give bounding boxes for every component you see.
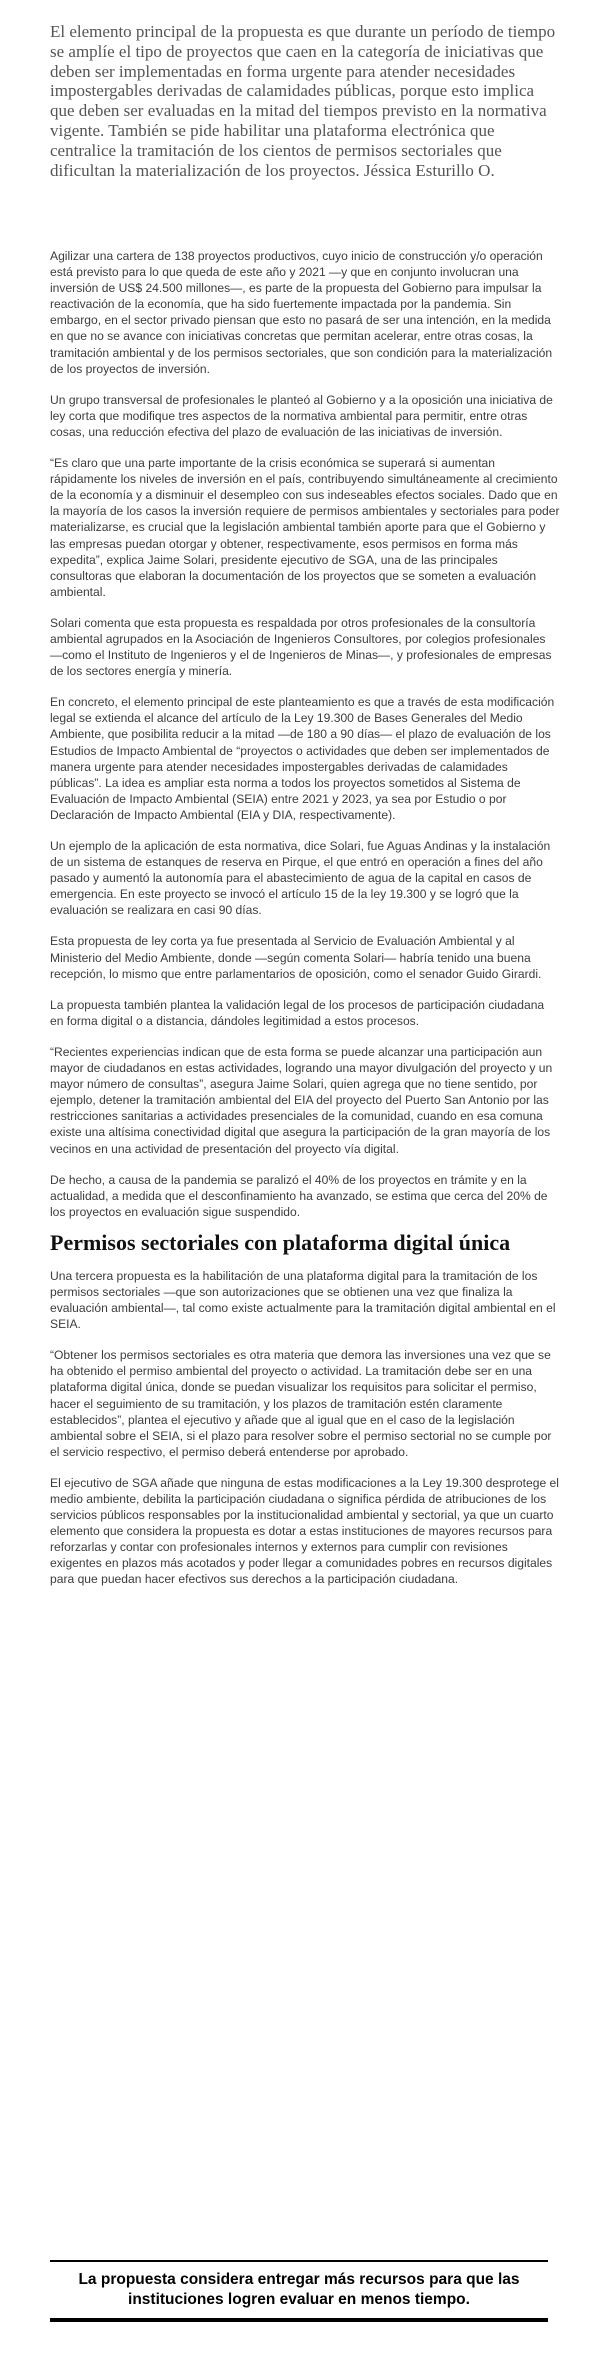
body-paragraph: Un grupo transversal de profesionales le planteó al Gobierno y a la oposición una iniciativa de ley corta que modifique tres aspectos de la normativa ambiental para permitir, entre otras cosas, una reducción efectiva del plazo de evaluación de las iniciativas de inversión. (50, 392, 553, 439)
body-paragraph: Esta propuesta de ley corta ya fue presentada al Servicio de Evaluación Ambiental y al Ministerio del Medio Ambiente, donde —según comenta Solari— habría tenido una buena recepción, lo mismo que entre parlamentarios de oposición, como el senador Guido Girardi. (50, 934, 542, 981)
article-body (50, 248, 560, 1603)
body-paragraph: En concreto, el elemento principal de este planteamiento es que a través de esta modificación legal se extienda el alcance del artículo de la Ley 19.300 de Bases Generales del Medio Ambiente, que posibilita reducir a la mitad —de 180 a 90 días— el plazo de evaluación de los Estudios de Impacto Ambiental de “proyectos o actividades que deben ser implementados de manera urgente para atender necesidades impostergables derivadas de calamidades públicas”. La idea es ampliar esta norma a todos los proyectos sometidos al Sistema de Evaluación de Impacto Ambiental (SEIA) entre 2021 y 2023, ya sea por Estudio o por Declaración de Impacto Ambiental (EIA y DIA, respectivamente). (50, 695, 555, 822)
pull-quote-callout: La propuesta considera entregar más recursos para que las instituciones logren evaluar en menos tiempo. (50, 2260, 548, 2322)
body-paragraph: Un ejemplo de la aplicación de esta normativa, dice Solari, fue Aguas Andinas y la instalación de un sistema de estanques de reserva en Pirque, el que entró en operación a fines del año pasado y aumentó la autonomía para el abastecimiento de agua de la capital en casos de emergencia. En este proyecto se invocó el artículo 15 de la ley 19.300 y se logró que la evaluación se realizara en casi 90 días. (50, 839, 551, 918)
article-lead: El elemento principal de la propuesta es que durante un período de tiempo se amplíe el tipo de proyectos que caen en la categoría de iniciativas que deben ser implementadas en forma urgente para atender necesidades impostergables derivadas de calamidades públicas, porque esto implica que deben ser evaluadas en la mitad del tiempos previsto en la normativa vigente. También se pide habilitar una plataforma electrónica que centralice la tramitación de los cientos de permisos sectoriales que dificultan la materialización de los proyectos. Jéssica Esturillo O. (50, 22, 556, 180)
body-paragraph: Solari comenta que esta propuesta es respaldada por otros profesionales de la consultoría ambiental agrupados en la Asociación de Ingenieros Consultores, por colegios profesionales —como el Instituto de Ingenieros y el de Ingenieros de Minas—, y profesionales de empresas de los sectores energía y minería. (50, 615, 552, 679)
body-paragraph: “Obtener los permisos sectoriales es otra materia que demora las inversiones una vez que se ha obtenido el permiso ambiental del proyecto o actividad. La tramitación debe ser en una plataforma digital única, donde se puedan visualizar los requisitos para solicitar el permiso, hacer el seguimiento de su tramitación, y los plazos de tramitación estén claramente establecidos”, plantea el ejecutivo y añade que al igual que en el caso de la legislación ambiental sobre el SEIA, si el plazo para resolver sobre el permiso sectorial no se cumple por el servicio respectivo, el permiso deberá entenderse por aprobado. (50, 1348, 552, 1459)
body-paragraph: De hecho, a causa de la pandemia se paralizó el 40% de los proyectos en trámite y en la actualidad, a medida que el desconfinamiento ha avanzado, se estima que cerca del 20% de los proyectos en evaluación sigue suspendido. (50, 1172, 548, 1219)
body-paragraph: “Es claro que una parte importante de la crisis económica se superará si aumentan rápidamente los niveles de inversión en el país, contribuyendo simultáneamente al crecimiento de la economía y a disminuir el desempleo con sus indeseables efectos sociales. Dado que en la mayoría de los casos la inversión requiere de permisos ambientales y sectoriales para poder materializarse, es crucial que la legislación ambiental también aporte para que el Gobierno y las empresas puedan otorgar y obtener, respectivamente, esos permisos en forma más expedita”, explica Jaime Solari, presidente ejecutivo de SGA, una de las principales consultoras que elaboran la documentación de los proyectos que se someten a evaluación ambiental. (50, 456, 560, 599)
body-paragraph: “Recientes experiencias indican que de esta forma se puede alcanzar una participación aun mayor de ciudadanos en estas actividades, logrando una mayor divulgación del proyecto y un mayor número de consultas”, asegura Jaime Solari, quien agrega que no tiene sentido, por ejemplo, detener la tramitación ambiental del EIA del proyecto del Puerto San Antonio por las restricciones sanitarias a actividades presenciales de la comunidad, cuando en esa comuna existe una altísima conectividad digital que asegura la participación de la gran mayoría de los vecinos en una actividad de presentación del proyecto vía digital. (50, 1044, 553, 1156)
section-heading: Permisos sectoriales con plataforma digital única (50, 1229, 511, 1255)
body-paragraph: El ejecutivo de SGA añade que ninguna de estas modificaciones a la Ley 19.300 desprotege el medio ambiente, debilita la participación ciudadana o significa pérdida de atribuciones de los servicios públicos responsables por la institucionalidad ambiental y sectorial, ya que un cuarto elemento que considera la propuesta es dotar a estas instituciones de mayores recursos para reforzarlas y contar con profesionales internos y externos para cumplir con revisiones exigentes en plazos más acotados y poder llegar a comunidades pobres en recursos digitales para que puedan hacer efectivos sus derechos a la participación ciudadana. (50, 1475, 559, 1587)
body-paragraph: Agilizar una cartera de 138 proyectos productivos, cuyo inicio de construcción y/o operación está previsto para lo que queda de este año y 2021 —y que en conjunto involucran una inversión de US$ 24.500 millones—, es parte de la propuesta del Gobierno para impulsar la reactivación de la economía, que ha sido fuertemente impactada por la pandemia. Sin embargo, en el sector privado piensan que esto no pasará de ser una intención, en la medida en que no se avance con iniciativas concretas que permitan acelerar, entre otras cosas, la tramitación ambiental y de los permisos sectoriales, que son condición para la materialización de los proyectos de inversión. (50, 249, 553, 376)
body-paragraph: Una tercera propuesta es la habilitación de una plataforma digital para la tramitación de los permisos sectoriales —que son autorizaciones que se obtienen una vez que finaliza la evaluación ambiental—, tal como existe actualmente para la tramitación digital ambiental en el SEIA. (50, 1268, 556, 1332)
body-paragraph: La propuesta también plantea la validación legal de los procesos de participación ciudadana en forma digital o a distancia, dándoles legitimidad a estos procesos. (50, 997, 545, 1028)
